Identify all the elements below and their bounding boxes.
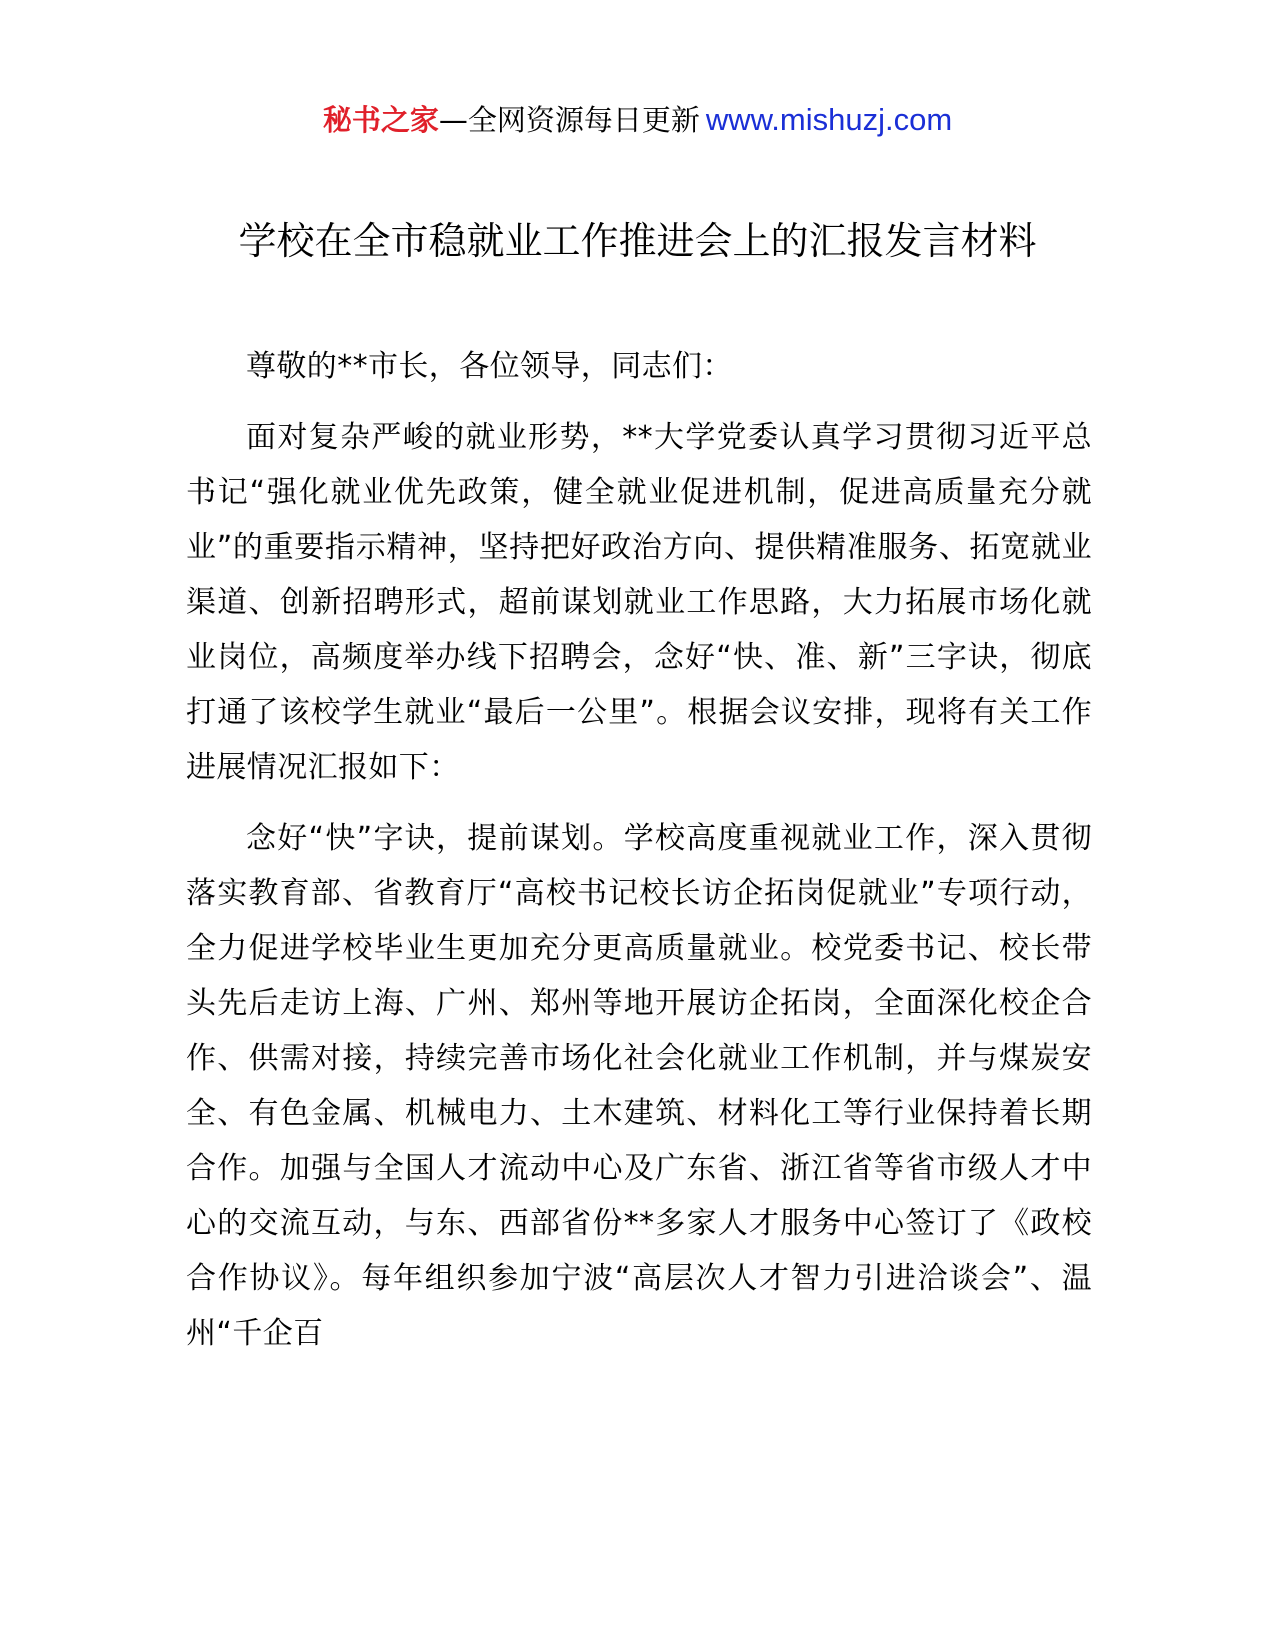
- paragraph-intro: 面对复杂严峻的就业形势，**大学党委认真学习贯彻习近平总书记“强化就业优先政策，健全就业促进机制，促进高质量充分就业”的重要指示精神，坚持把好政治方向、提供精准服务、拓宽就业渠道、创新招聘形式，超前谋划就业工作思路，大力拓展市场化就业岗位，高频度举办线下招聘会，念好“快、准、新”三字诀，彻底打通了该校学生就业“最后一公里”。根据会议安排，现将有关工作进展情况汇报如下：: [186, 420, 1092, 785]
- paragraph-kuai: 念好“快”字诀，提前谋划。学校高度重视就业工作，深入贯彻落实教育部、省教育厅“高校书记校长访企拓岗促就业”专项行动，全力促进学校毕业生更加充分更高质量就业。校党委书记、校长带头先后走访上海、广州、郑州等地开展访企拓岗，全面深化校企合作、供需对接，持续完善市场化社会化就业工作机制，并与煤炭安全、有色金属、机械电力、土木建筑、材料化工等行业保持着长期合作。加强与全国人才流动中心及广东省、浙江省等省市级人才中心的交流互动，与东、西部省份**多家人才服务中心签订了《政校合作协议》。每年组织参加宁波“高层次人才智力引进洽谈会”、温州“千企百: [186, 821, 1092, 1351]
- salutation: 尊敬的**市长，各位领导，同志们：: [246, 349, 733, 384]
- document-title: 学校在全市稳就业工作推进会上的汇报发言材料: [238, 219, 1037, 263]
- site-slogan: —全网资源每日更新: [438, 103, 700, 137]
- site-url-link[interactable]: www.mishuzj.com: [705, 102, 953, 137]
- site-brand: 秘书之家: [322, 103, 439, 137]
- document-body: [186, 339, 1092, 1377]
- site-banner: [0, 98, 1275, 142]
